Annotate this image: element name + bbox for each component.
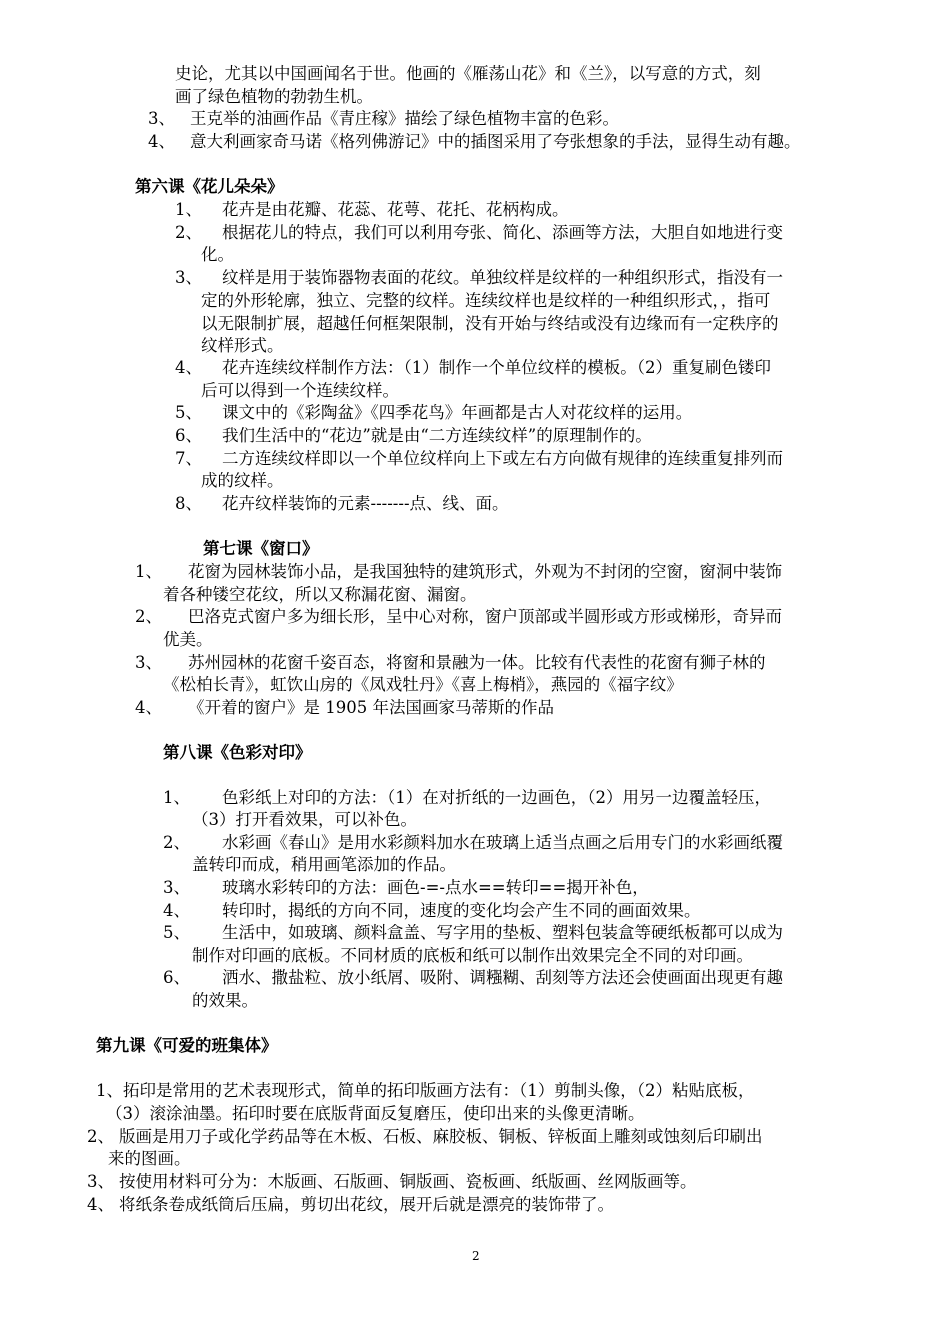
lesson9-item-2-number: 2、	[87, 1127, 114, 1146]
lesson6-item-6: 我们生活中的“花边”就是由“二方连续纹样”的原理制作的。	[222, 426, 652, 445]
lesson6-item-2-line-1: 根据花儿的特点，我们可以利用夸张、简化、添画等方法，大胆自如地进行变	[222, 223, 783, 242]
lesson6-item-8: 花卉纹样装饰的元素-------点、线、面。	[222, 494, 509, 513]
lesson6-item-2-number: 2、	[175, 223, 202, 242]
lesson8-item-6-number: 6、	[163, 968, 190, 987]
lesson6-item-1: 花卉是由花瓣、花蕊、花萼、花托、花柄构成。	[222, 200, 569, 219]
intro-item-4: 意大利画家奇马诺《格列佛游记》中的插图采用了夸张想象的手法，显得生动有趣。	[190, 132, 801, 151]
lesson6-item-4-line-2: 后可以得到一个连续纹样。	[201, 381, 399, 400]
lesson7-item-1-number: 1、	[135, 562, 162, 581]
lesson8-item-3: 玻璃水彩转印的方法：画色-=-点水==转印==揭开补色，	[222, 878, 649, 897]
lesson6-item-1-number: 1、	[175, 200, 202, 219]
lesson8-item-1-number: 1、	[163, 788, 190, 807]
lesson6-item-7-number: 7、	[175, 449, 202, 468]
lesson7-item-1-line-2: 着各种镂空花纹，所以又称漏花窗、漏窗。	[163, 585, 477, 604]
intro-item-3-number: 3、	[148, 109, 175, 128]
lesson6-item-3-line-3: 以无限制扩展，超越任何框架限制，没有开始与终结或没有边缘而有一定秩序的	[201, 314, 779, 333]
lesson8-item-5-number: 5、	[163, 923, 190, 942]
lesson6-item-6-number: 6、	[175, 426, 202, 445]
lesson6-item-3-line-4: 纹样形式。	[201, 336, 284, 355]
lesson9-item-3-number: 3、	[87, 1172, 114, 1191]
intro-line-1: 史论，尤其以中国画闻名于世。他画的《雁荡山花》和《兰》，以写意的方式，刻	[175, 64, 761, 83]
lesson8-item-2-number: 2、	[163, 833, 190, 852]
lesson7-item-4-number: 4、	[135, 698, 162, 717]
lesson8-item-6-line-2: 的效果。	[192, 991, 258, 1010]
lesson8-item-1-line-1: 色彩纸上对印的方法：（1）在对折纸的一边画色，（2）用另一边覆盖轻压，	[222, 788, 771, 807]
lesson6-item-8-number: 8、	[175, 494, 202, 513]
lesson7-title: 第七课《窗口》	[203, 539, 319, 558]
lesson8-item-4: 转印时，揭纸的方向不同，速度的变化均会产生不同的画面效果。	[222, 901, 701, 920]
lesson6-item-4-line-1: 花卉连续纹样制作方法：（1）制作一个单位纹样的模板。（2）重复刷色镂印	[222, 358, 771, 377]
lesson9-item-1-line-1: 1、拓印是常用的艺术表现形式，简单的拓印版画方法有：（1）剪制头像，（2）粘贴底板，	[96, 1081, 755, 1100]
lesson7-item-3-number: 3、	[135, 653, 162, 672]
intro-item-3: 王克举的油画作品《青庄稼》描绘了绿色植物丰富的色彩。	[190, 109, 619, 128]
lesson7-item-1-line-1: 花窗为园林装饰小品，是我国独特的建筑形式，外观为不封闭的空窗，窗洞中装饰	[188, 562, 782, 581]
lesson8-item-3-number: 3、	[163, 878, 190, 897]
lesson7-item-2-line-1: 巴洛克式窗户多为细长形，呈中心对称，窗户顶部或半圆形或方形或梯形，奇异而	[188, 607, 782, 626]
intro-item-4-number: 4、	[148, 132, 175, 151]
lesson6-item-3-line-2: 定的外形轮廓，独立、完整的纹样。连续纹样也是纹样的一种组织形式，，指可	[201, 291, 771, 310]
lesson6-title: 第六课《花儿朵朵》	[135, 177, 284, 196]
lesson6-item-4-number: 4、	[175, 358, 202, 377]
intro-line-2: 画了绿色植物的勃勃生机。	[175, 87, 373, 106]
lesson9-item-3: 按使用材料可分为：木版画、石版画、铜版画、瓷板画、纸版画、丝网版画等。	[119, 1172, 697, 1191]
lesson9-item-1-line-2: （3）滚涂油墨。拓印时要在底版背面反复磨压，使印出来的头像更清晰。	[106, 1104, 645, 1123]
lesson7-item-2-line-2: 优美。	[163, 630, 213, 649]
lesson7-item-3-line-1: 苏州园林的花窗千姿百态，将窗和景融为一体。比较有代表性的花窗有狮子林的	[188, 653, 766, 672]
lesson8-item-4-number: 4、	[163, 901, 190, 920]
lesson8-item-6-line-1: 洒水、撒盐粒、放小纸屑、吸附、调糨糊、刮刻等方法还会使画面出现更有趣	[222, 968, 783, 987]
lesson9-item-4: 将纸条卷成纸筒后压扁，剪切出花纹，展开后就是漂亮的装饰带了。	[119, 1195, 614, 1214]
lesson7-item-4: 《开着的窗户》是 1905 年法国画家马蒂斯的作品	[188, 698, 554, 717]
lesson9-item-2-line-2: 来的图画。	[108, 1149, 191, 1168]
page-number: 2	[472, 1249, 480, 1263]
lesson8-item-5-line-1: 生活中，如玻璃、颜料盒盖、写字用的垫板、塑料包装盒等硬纸板都可以成为	[222, 923, 783, 942]
lesson8-item-2-line-1: 水彩画《春山》是用水彩颜料加水在玻璃上适当点画之后用专门的水彩画纸覆	[222, 833, 783, 852]
lesson6-item-3-line-1: 纹样是用于装饰器物表面的花纹。单独纹样是纹样的一种组织形式，指没有一	[222, 268, 783, 287]
lesson7-item-3-line-2: 《松柏长青》，虹饮山房的《凤戏牡丹》《喜上梅梢》，燕园的《福字纹》	[163, 675, 683, 694]
lesson8-item-5-line-2: 制作对印画的底板。不同材质的底板和纸可以制作出效果完全不同的对印画。	[192, 946, 753, 965]
lesson6-item-3-number: 3、	[175, 268, 202, 287]
lesson6-item-2-line-2: 化。	[201, 245, 234, 264]
lesson7-item-2-number: 2、	[135, 607, 162, 626]
lesson8-item-1-line-2: （3）打开看效果，可以补色。	[192, 810, 417, 829]
lesson9-item-2-line-1: 版画是用刀子或化学药品等在木板、石板、麻胶板、铜板、锌板面上雕刻或蚀刻后印刷出	[119, 1127, 763, 1146]
lesson8-item-2-line-2: 盖转印而成，稍用画笔添加的作品。	[192, 855, 456, 874]
lesson6-item-7-line-2: 成的纹样。	[201, 471, 284, 490]
lesson9-title: 第九课《可爱的班集体》	[96, 1036, 278, 1055]
lesson6-item-5-number: 5、	[175, 403, 202, 422]
lesson6-item-5: 课文中的《彩陶盆》《四季花鸟》年画都是古人对花纹样的运用。	[222, 403, 693, 422]
lesson8-title: 第八课《色彩对印》	[163, 743, 312, 762]
lesson6-item-7-line-1: 二方连续纹样即以一个单位纹样向上下或左右方向做有规律的连续重复排列而	[222, 449, 783, 468]
lesson9-item-4-number: 4、	[87, 1195, 114, 1214]
